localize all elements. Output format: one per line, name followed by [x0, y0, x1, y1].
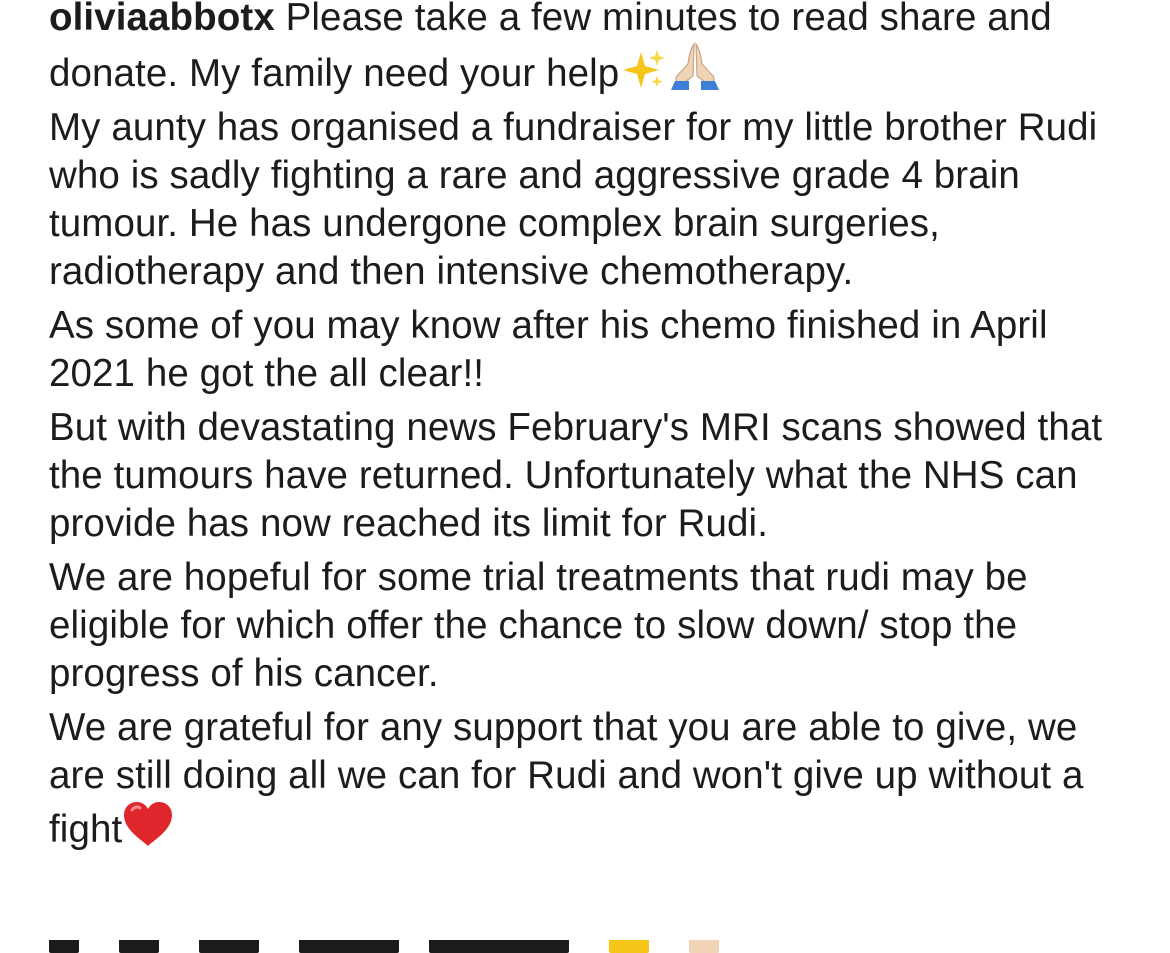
caption-paragraph-2: As some of you may know after his chemo finished in April 2021 he got the all clear!! — [49, 304, 1048, 395]
caption-paragraph-intro — [49, 0, 1129, 98]
caption-paragraph-3: But with devastating news February's MRI scans showed that the tumours have returned. Unfortunately what the NHS can provide has now reached its limit for Rudi. — [49, 406, 1103, 545]
cut-glyph — [199, 940, 259, 953]
sparkles-icon — [619, 48, 667, 92]
caption-paragraph-4: We are hopeful for some trial treatments that rudi may be eligible for which offer the chance to slow down/ stop the progress of his cancer. — [49, 556, 1028, 695]
cut-glyph — [119, 940, 159, 953]
partially-visible-next-line — [49, 940, 1049, 953]
cut-sparkle — [609, 940, 649, 953]
intro-text: Please take a few minutes to read share and donate. My family need your help — [49, 0, 1052, 95]
cut-glyph — [49, 940, 79, 953]
username-link[interactable]: oliviaabbotx — [49, 0, 275, 39]
red-heart-icon — [122, 800, 174, 848]
cut-glyph — [299, 940, 399, 953]
cut-hands — [689, 940, 719, 953]
closing-text: We are grateful for any support that you are able to give, we are still doing all we can for Rudi and won't give up without a fight — [49, 706, 1084, 851]
folded-hands-icon — [667, 42, 723, 92]
post-caption — [49, 0, 1129, 854]
cut-glyph — [429, 940, 569, 953]
caption-paragraph-1: My aunty has organised a fundraiser for my little brother Rudi who is sadly fighting a rare and aggressive grade 4 brain tumour. He has undergone complex brain surgeries, radiotherapy and then intensive chemotherapy. — [49, 106, 1098, 293]
caption-paragraph-5 — [49, 704, 1129, 854]
